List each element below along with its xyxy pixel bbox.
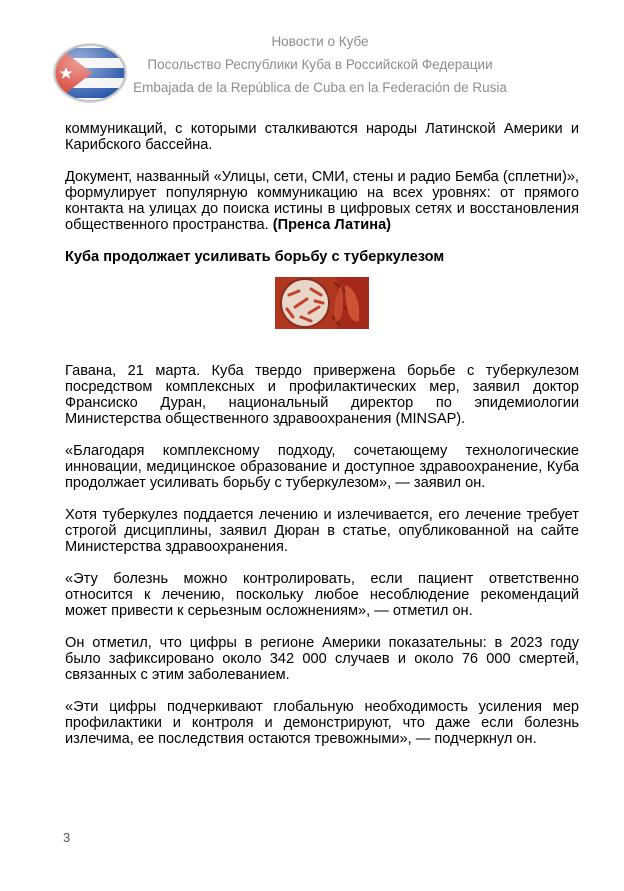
source-credit: (Пренса Латина) <box>272 217 392 233</box>
article-paragraph: Гавана, 21 марта. Куба твердо привержена борьбе с туберкулезом посредством комплексных и профилактических мер, заявил доктор Франсиско Дуран, национальный директор по эпидемиологии Министерства общественного здравоохранения (MINSAP). <box>65 363 579 427</box>
article-paragraph: Он отметил, что цифры в регионе Америки показательны: в 2023 году было зафиксировано около 342 000 случаев и около 76 000 смертей, связанных с этим заболеванием. <box>65 635 579 683</box>
embassy-name-ru: Посольство Республики Куба в Российской Федерации <box>147 57 493 72</box>
article-paragraph: Хотя туберкулез поддается лечению и излечивается, его лечение требует строгой дисциплины, заявил Дюран в статье, опубликованной на сайте Министерства здравоохранения. <box>65 507 579 555</box>
paragraph-text: Документ, названный «Улицы, сети, СМИ, стены и радио Бемба (сплетни)», формулирует популярную коммуникацию на всех уровнях: от прямого контакта на улицах до поиска истины в цифровых сетях и восстановления общественного пространства. <box>65 169 579 233</box>
article-photo-container <box>65 277 579 329</box>
article-paragraph: «Эту болезнь можно контролировать, если пациент ответственно относится к лечению, поскольку любое несоблюдение рекомендаций может привести к серьезным осложнениям», — отметил он. <box>65 571 579 619</box>
cuba-flag-logo <box>52 42 128 104</box>
article-paragraph: «Эти цифры подчеркивают глобальную необходимость усиления мер профилактики и контроля и демонстрируют, что даже если болезнь излечима, ее последствия остаются тревожными», — подчеркнул он. <box>65 699 579 747</box>
paragraph <box>65 169 579 233</box>
newsletter-title: Новости о Кубе <box>271 34 369 49</box>
tuberculosis-bacteria-photo <box>275 277 369 329</box>
article-paragraph: «Благодаря комплексному подходу, сочетающему технологические инновации, медицинское образование и доступное здравоохранение, Куба продолжает усиливать борьбу с туберкулезом», — заявил он. <box>65 443 579 491</box>
embassy-name-es: Embajada de la República de Cuba en la Federación de Rusia <box>133 80 507 95</box>
paragraph: коммуникаций, с которыми сталкиваются народы Латинской Америки и Карибского бассейна. <box>65 121 579 153</box>
article-title: Куба продолжает усиливать борьбу с туберкулезом <box>65 249 445 265</box>
page-number: 3 <box>63 830 71 845</box>
page-content <box>65 121 579 763</box>
